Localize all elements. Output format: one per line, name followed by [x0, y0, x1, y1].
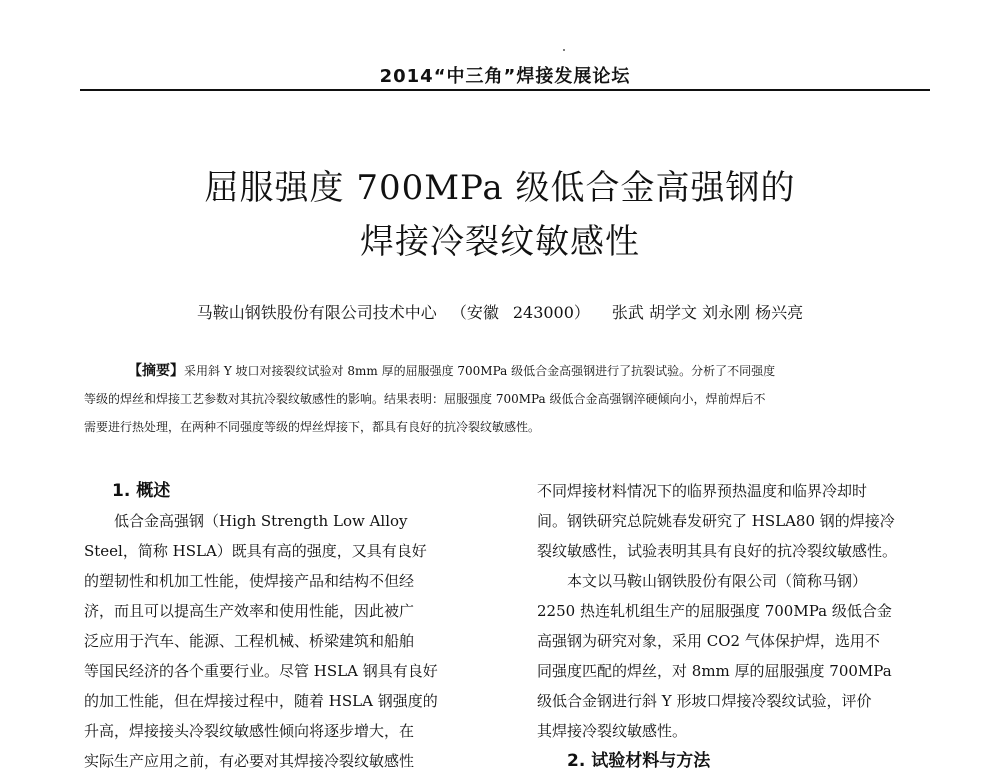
postcode: 243000） — [512, 303, 590, 322]
body-line: Steel，简称 HSLA）既具有高的强度，又具有良好 — [84, 542, 427, 560]
body-line: 不同焊接材料情况下的临界预热温度和临界冷却时 — [537, 482, 868, 500]
abstract-label: 【摘要】 — [128, 363, 184, 379]
body-line: 间。钢铁研究总院姚春发研究了 HSLA80 钢的焊接冷 — [537, 512, 895, 530]
left-column — [84, 476, 486, 776]
section-heading-materials-methods: 2. 试验材料与方法 — [567, 751, 711, 771]
body-line: 2250 热连轧机组生产的屈服强度 700MPa 级低合金 — [537, 602, 892, 620]
location: （安徽 — [450, 303, 499, 322]
scan-speck — [563, 49, 565, 51]
body-line: 泛应用于汽车、能源、工程机械、桥梁建筑和船舶 — [84, 632, 415, 650]
body-line: 的加工性能，但在焊接过程中，随着 HSLA 钢强度的 — [84, 692, 438, 710]
affiliation: 马鞍山钢铁股份有限公司技术中心 — [196, 303, 437, 322]
abstract — [84, 357, 932, 441]
affiliation-line — [0, 300, 1000, 323]
body-line: 级低合金钢进行斜 Y 形坡口焊接冷裂纹试验，评价 — [537, 692, 872, 710]
body-line: 等国民经济的各个重要行业。尽管 HSLA 钢具有良好 — [84, 662, 438, 680]
abstract-line: 【摘要】采用斜 Y 坡口对接裂纹试验对 8mm 厚的屈服强度 700MPa 级低合金高强钢进行了抗裂试验。分析了不同强度 — [128, 363, 776, 379]
body-line: 的塑韧性和机加工性能，使焊接产品和结构不但经 — [84, 572, 415, 590]
header-rule — [80, 89, 930, 91]
article-title-line-1: 屈服强度 700MPa 级低合金高强钢的 — [204, 168, 796, 208]
body-line: 其焊接冷裂纹敏感性。 — [537, 722, 688, 740]
abstract-line: 需要进行热处理，在两种不同强度等级的焊丝焊接下，都具有良好的抗冷裂纹敏感性。 — [84, 420, 541, 434]
article-title-line-2: 焊接冷裂纹敏感性 — [360, 222, 640, 262]
body-line: 本文以马鞍山钢铁股份有限公司（简称马钢） — [567, 572, 868, 590]
right-column — [537, 476, 932, 776]
body-line: 裂纹敏感性，试验表明其具有良好的抗冷裂纹敏感性。 — [537, 542, 898, 560]
author-names: 张武 胡学文 刘永刚 杨兴亮 — [611, 303, 804, 322]
body-line: 低合金高强钢（High Strength Low Alloy — [114, 512, 408, 530]
body-line: 同强度匹配的焊丝，对 8mm 厚的屈服强度 700MPa — [537, 662, 892, 680]
body-line: 济，而且可以提高生产效率和使用性能，因此被广 — [84, 602, 415, 620]
abstract-line: 等级的焊丝和焊接工艺参数对其抗冷裂纹敏感性的影响。结果表明：屈服强度 700MPa 级低合金高强钢淬硬倾向小，焊前焊后不 — [84, 392, 766, 406]
body-line: 升高，焊接接头冷裂纹敏感性倾向将逐步增大，在 — [84, 722, 415, 740]
section-heading-overview: 1. 概述 — [112, 481, 171, 501]
body-line: 高强钢为研究对象，采用 CO2 气体保护焊，选用不 — [537, 632, 880, 650]
body-line: 实际生产应用之前，有必要对其焊接冷裂纹敏感性 — [84, 752, 415, 770]
running-header: 2014“中三角”焊接发展论坛 — [379, 66, 631, 87]
